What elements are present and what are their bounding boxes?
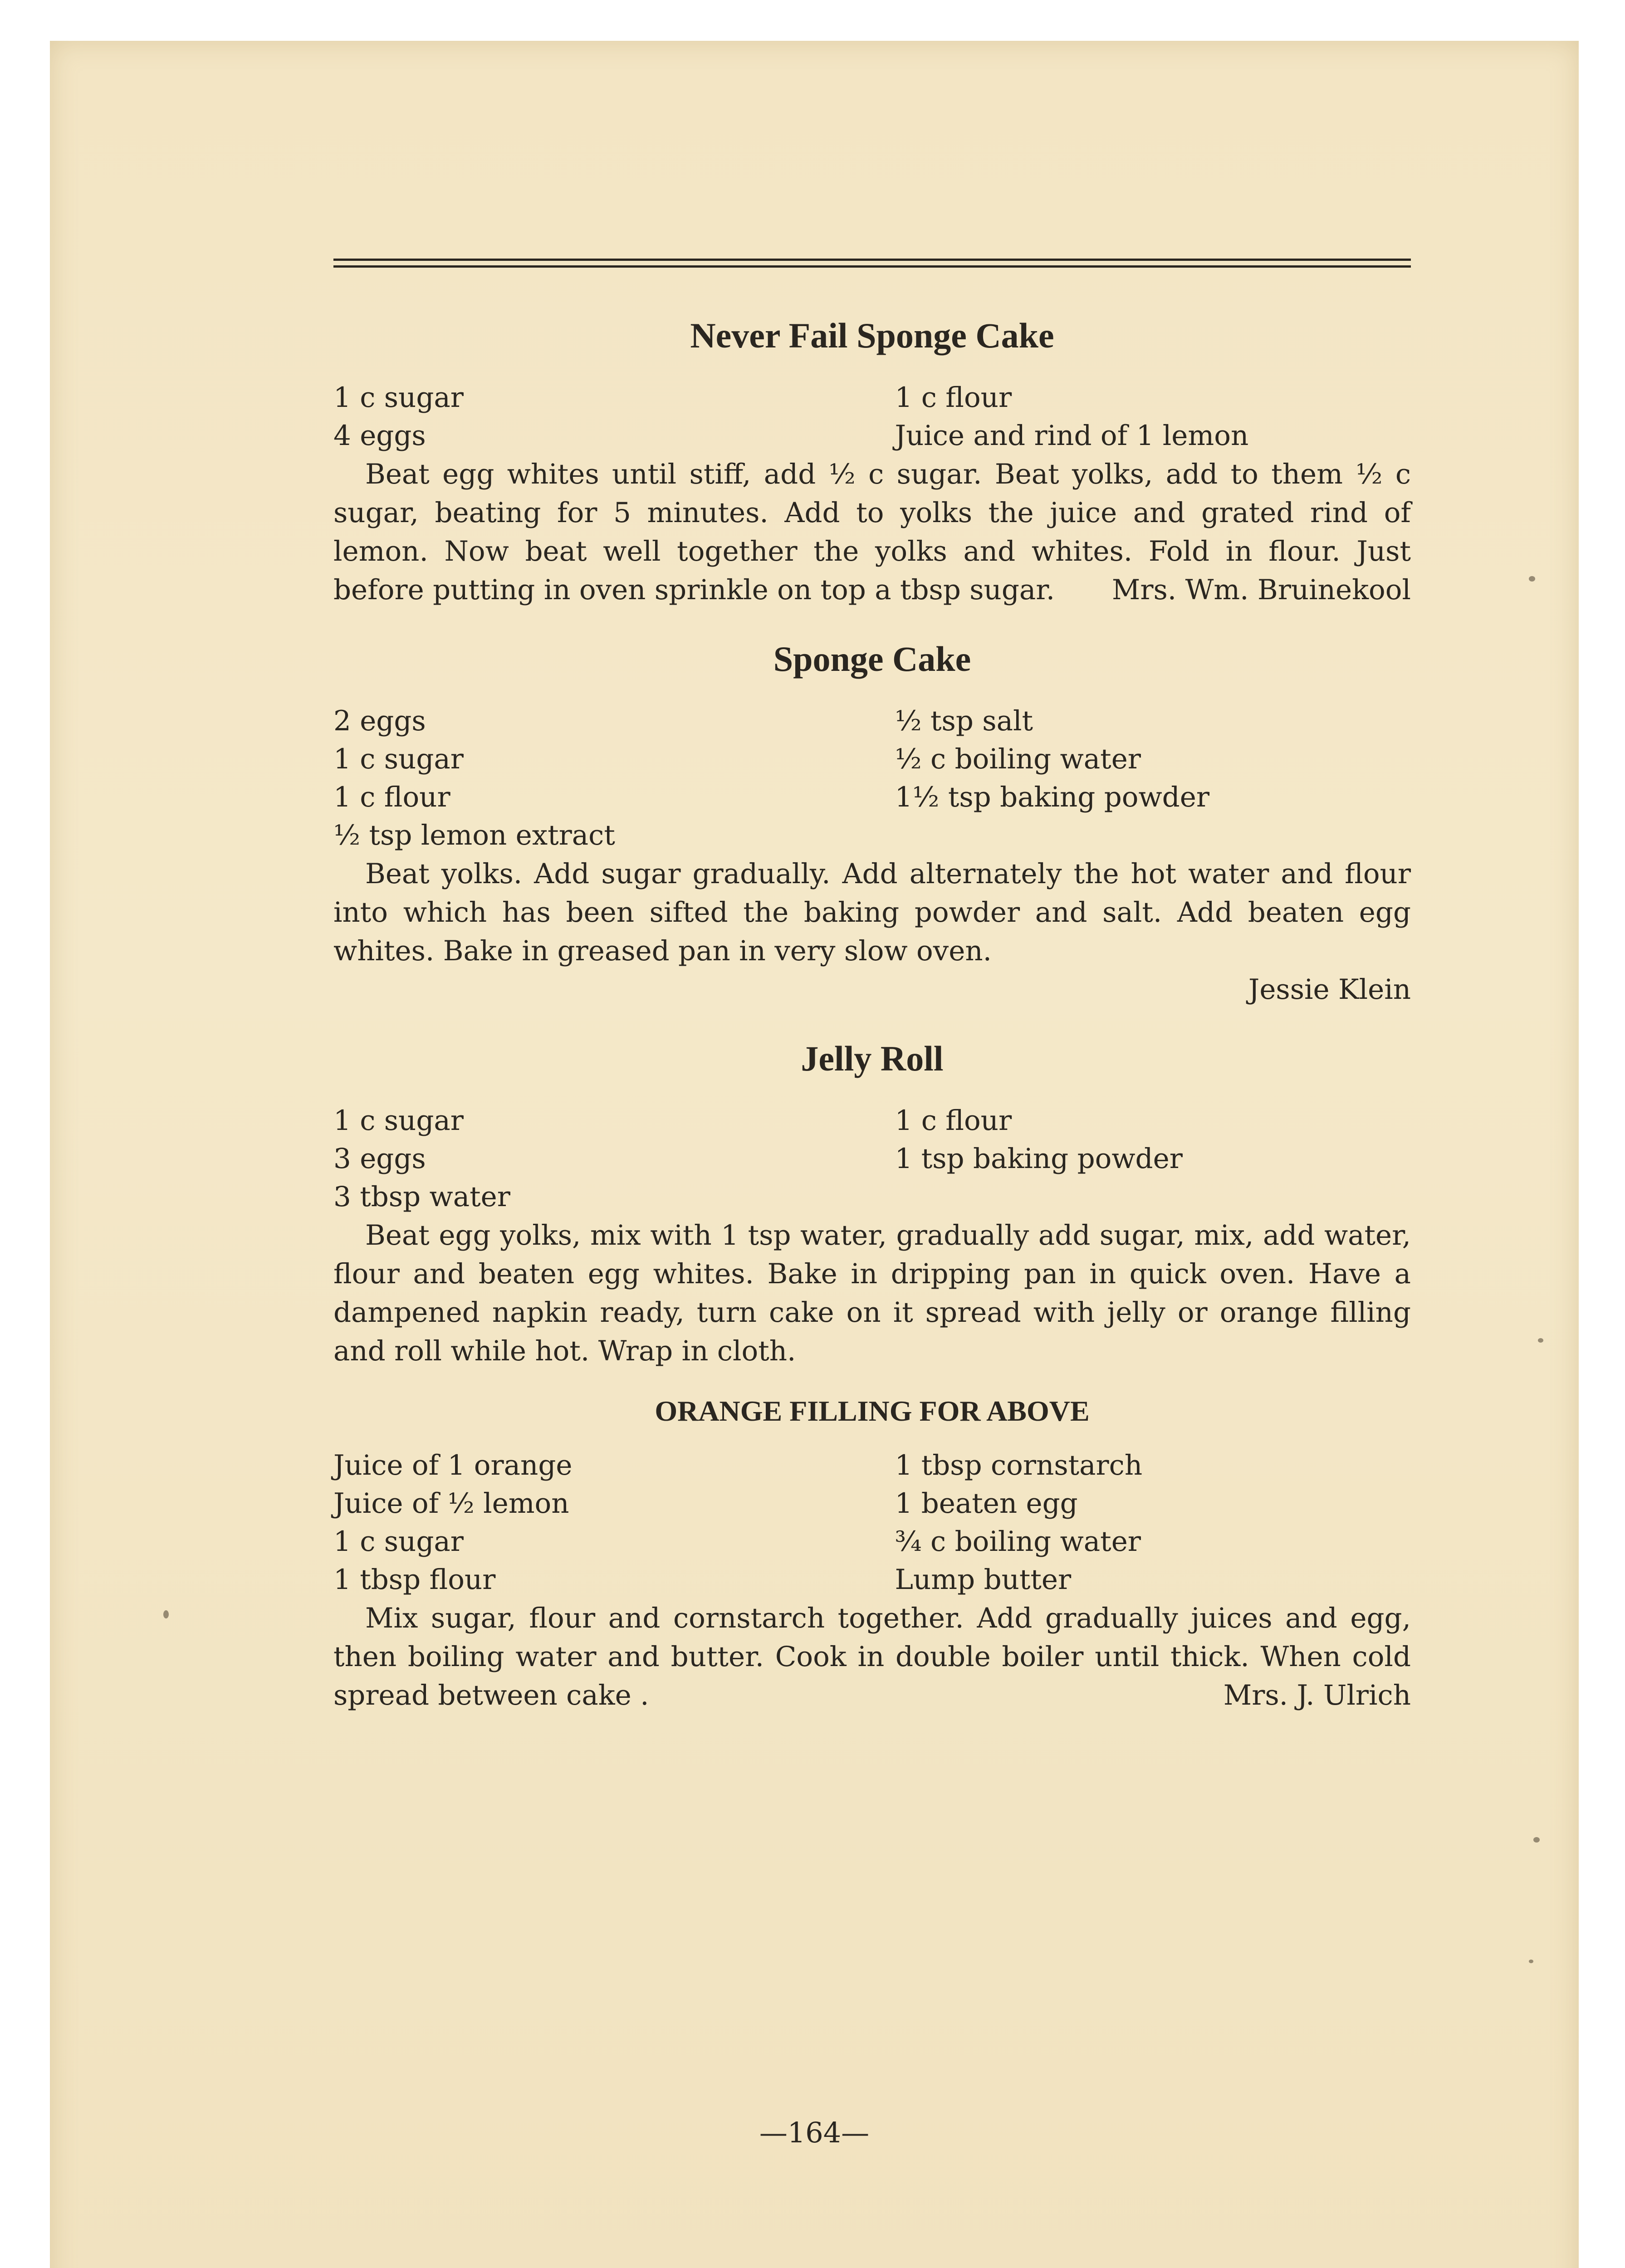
book-page bbox=[50, 41, 1579, 2268]
ingredient: 2 eggs bbox=[333, 705, 426, 737]
recipe-author: Mrs. Wm. Bruinekool bbox=[1111, 574, 1411, 606]
ingredient: ¾ c boiling water bbox=[895, 1525, 1141, 1558]
ingredient: Juice and rind of 1 lemon bbox=[895, 420, 1249, 452]
page-number: —164— bbox=[759, 2116, 870, 2149]
ingredient-list bbox=[333, 379, 1411, 455]
recipe-title: Sponge Cake bbox=[773, 639, 971, 679]
ingredient: 1 c flour bbox=[895, 381, 1012, 414]
ingredient: 1 c sugar bbox=[333, 381, 464, 414]
ingredient: 1 c flour bbox=[333, 781, 450, 813]
ingredient: 1 c flour bbox=[895, 1105, 1012, 1137]
ingredient: Juice of ½ lemon bbox=[333, 1487, 569, 1520]
header-rule bbox=[333, 259, 1411, 268]
ingredient: 1 beaten egg bbox=[895, 1487, 1078, 1520]
recipe-sponge-cake bbox=[333, 634, 1411, 1009]
recipe-method: Beat egg whites until stiff, add ½ c sugar. Beat yolks, add to them ½ c sugar, beating for 5 minutes. Add to yolks the juice and grated rind of lemon. Now beat well together the yolks and whites. Fold in flour. Just before putting in oven sprinkle on top a tbsp sugar. bbox=[333, 458, 1411, 606]
ingredient-list bbox=[333, 702, 1411, 855]
ingredient: 4 eggs bbox=[333, 420, 426, 452]
ingredient: ½ c boiling water bbox=[895, 743, 1141, 775]
recipe-title: Jelly Roll bbox=[801, 1039, 944, 1078]
paper-speck bbox=[163, 1610, 169, 1618]
ingredient: 1 tbsp cornstarch bbox=[895, 1449, 1143, 1481]
recipe-method: Mix sugar, flour and cornstarch together. Add gradually juices and egg, then boiling water and butter. Cook in double boiler until thick. When cold spread between cake . bbox=[333, 1602, 1411, 1711]
ingredient: Juice of 1 orange bbox=[333, 1449, 573, 1481]
recipe-orange-filling bbox=[333, 1388, 1411, 1715]
recipe-never-fail-sponge-cake bbox=[333, 311, 1411, 609]
recipe-jelly-roll bbox=[333, 1034, 1411, 1370]
ingredient: 1 c sugar bbox=[333, 1105, 464, 1137]
spacer bbox=[333, 1370, 1411, 1388]
recipe-author: Jessie Klein bbox=[1248, 973, 1411, 1006]
ingredient: 1 tsp baking powder bbox=[895, 1143, 1183, 1175]
page-content bbox=[333, 259, 1411, 1740]
ingredient: 3 tbsp water bbox=[333, 1181, 510, 1213]
ingredient-list bbox=[333, 1102, 1411, 1216]
paper-speck bbox=[1529, 576, 1535, 582]
recipe-method: Beat yolks. Add sugar gradually. Add alternately the hot water and flour into which has been sifted the baking powder and salt. Add beaten egg whites. Bake in greased pan in very slow oven. bbox=[333, 858, 1411, 967]
paper-speck bbox=[1529, 1960, 1533, 1963]
ingredient: Lump butter bbox=[895, 1564, 1072, 1596]
recipe-method: Beat egg yolks, mix with 1 tsp water, gradually add sugar, mix, add water, flour and beaten egg whites. Bake in dripping pan in quick oven. Have a dampened napkin ready, turn cake on it spread with jelly or orange filling and roll while hot. Wrap in cloth. bbox=[333, 1219, 1411, 1367]
ingredient: 1 c sugar bbox=[333, 743, 464, 775]
paper-speck bbox=[1538, 1338, 1543, 1343]
ingredient-list bbox=[333, 1447, 1411, 1599]
ingredient: 1 c sugar bbox=[333, 1525, 464, 1558]
ingredient: ½ tsp lemon extract bbox=[333, 819, 615, 851]
filling-title: ORANGE FILLING FOR ABOVE bbox=[655, 1395, 1090, 1427]
ingredient: 1 tbsp flour bbox=[333, 1564, 496, 1596]
ingredient: 1½ tsp baking powder bbox=[895, 781, 1209, 813]
ingredient: 3 eggs bbox=[333, 1143, 426, 1175]
ingredient: ½ tsp salt bbox=[895, 705, 1033, 737]
recipe-author: Mrs. J. Ulrich bbox=[1223, 1679, 1411, 1711]
paper-speck bbox=[1533, 1837, 1540, 1843]
recipe-title: Never Fail Sponge Cake bbox=[690, 316, 1054, 355]
